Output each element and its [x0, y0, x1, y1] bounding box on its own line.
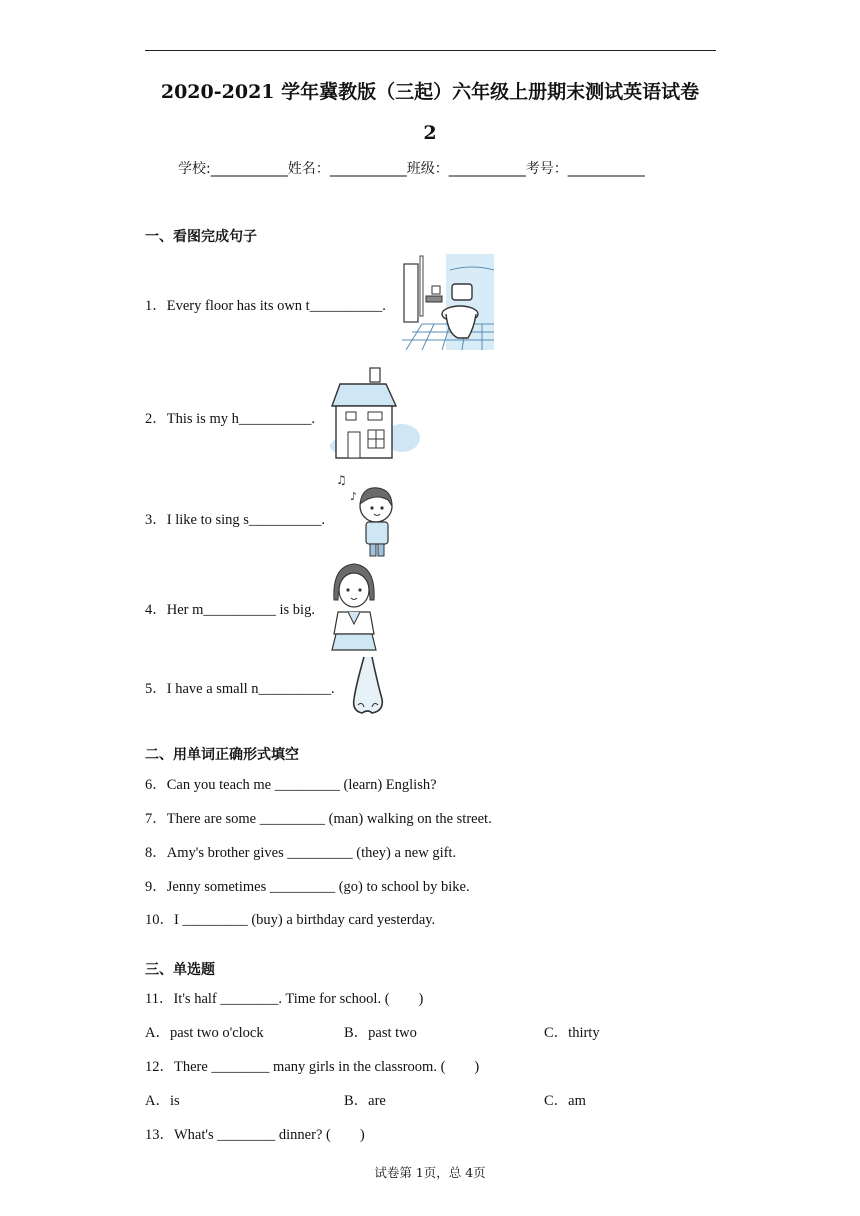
question-1: 1．Every floor has its own t__________. [145, 298, 386, 314]
question-10: 10．I _________ (buy) a birthday card yesterday. [145, 912, 436, 928]
svg-text:♫: ♫ [336, 473, 347, 487]
question-7: 7．There are some _________ (man) walking on the street. [145, 811, 492, 827]
question-3: 3．I like to sing s__________. [145, 512, 326, 528]
q12-option-b: B．are [344, 1093, 386, 1109]
question-11: 11．It's half ________. Time for school. ( ) [145, 991, 424, 1007]
top-rule [145, 50, 716, 51]
q12-option-c: C．am [544, 1093, 586, 1109]
question-12: 12．There ________ many girls in the classroom. ( ) [145, 1059, 480, 1075]
q11-option-b: B．past two [344, 1025, 417, 1041]
section-1-heading: 一、看图完成句子 [145, 229, 257, 245]
question-5: 5．I have a small n__________. [145, 681, 335, 697]
nose-icon [348, 655, 388, 717]
section-2-heading: 二、用单词正确形式填空 [145, 747, 299, 763]
question-9: 9．Jenny sometimes _________ (go) to school by bike. [145, 879, 470, 895]
question-13: 13．What's ________ dinner? ( ) [145, 1127, 365, 1143]
page-footer: 试卷第 1页，总 4页 [374, 1165, 486, 1180]
q11-option-c: C．thirty [544, 1025, 600, 1041]
question-4: 4．Her m__________ is big. [145, 602, 315, 618]
question-6: 6．Can you teach me _________ (learn) English? [145, 777, 437, 793]
student-info-line: 学校:___________姓名：___________班级：___________考号：___________ [178, 161, 645, 177]
toilet-icon [402, 254, 494, 350]
q11-option-a: A．past two o'clock [145, 1025, 264, 1041]
question-2: 2．This is my h__________. [145, 411, 315, 427]
q12-option-a: A．is [145, 1093, 180, 1109]
page-title-line2: 2 [423, 122, 437, 144]
svg-text:♪: ♪ [350, 490, 358, 503]
girl-mouth-icon [330, 560, 378, 652]
singing-boy-icon [334, 472, 400, 558]
house-icon [328, 366, 420, 462]
question-8: 8．Amy's brother gives _________ (they) a new gift. [145, 845, 457, 861]
section-3-heading: 三、单选题 [145, 962, 215, 978]
page-title: 2020-2021 学年冀教版（三起）六年级上册期末测试英语试卷 [160, 81, 700, 103]
